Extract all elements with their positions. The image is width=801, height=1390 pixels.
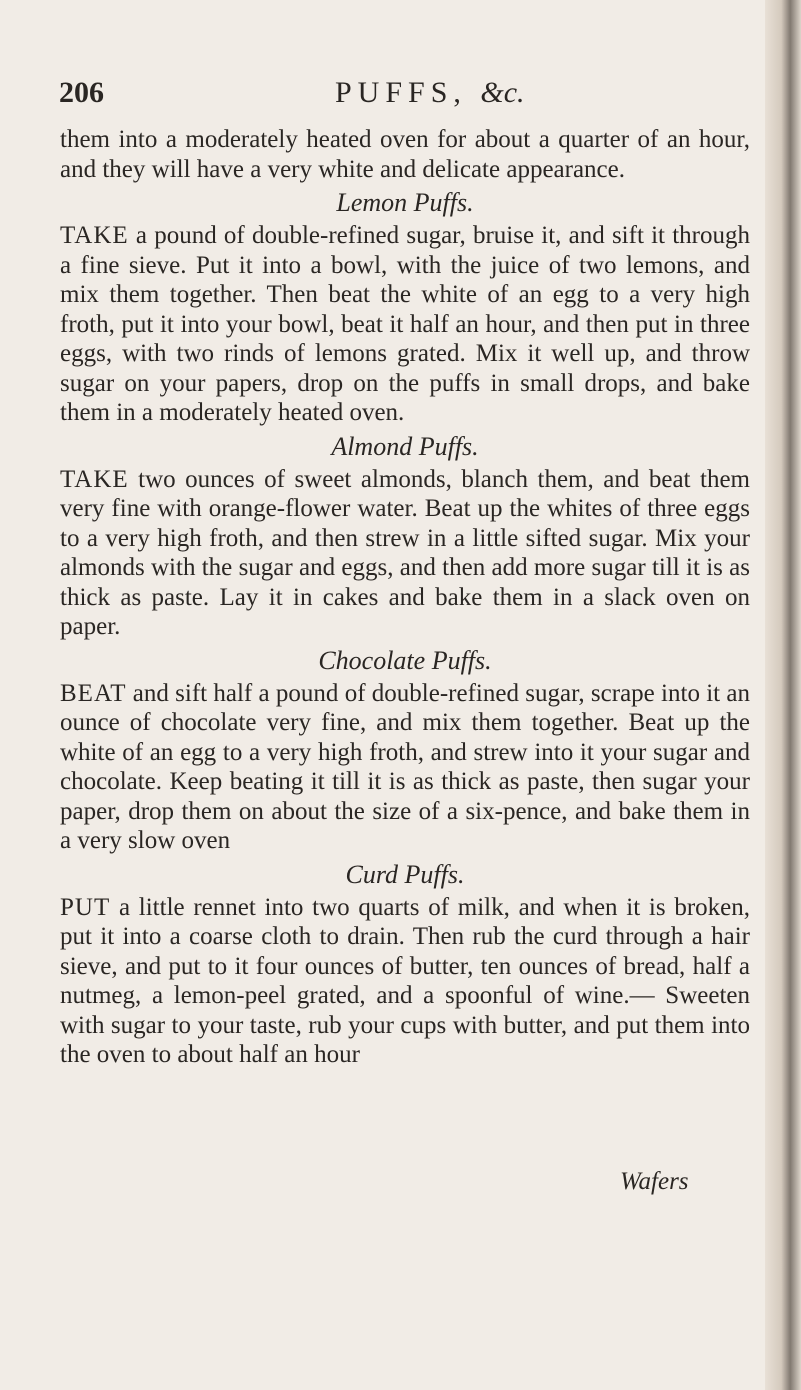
running-head-suffix: &c. xyxy=(480,76,525,109)
page-edge-shadow xyxy=(765,0,801,1390)
recipe-body: a little rennet into two quarts of milk, and when it is broken, put it into a coarse cloth to drain. Then rub the curd through a hair sieve, and put to it four ounces of butter, ten ounces of bread, half a nutmeg, a lemon-peel grated, and a spoonful of wine.— Sweeten with sugar to your taste, rub your cups with butter, and put them into the oven to about half an hour xyxy=(60,893,750,1068)
recipe-body: a pound of double-refined sugar, bruise it, and sift it through a fine sieve. Put it into a bowl, with the juice of two lemons, and mix them together. Then beat the white of an egg to a very high froth, put it into your bowl, beat it half an hour, and then put in three eggs, with two rinds of lemons grated. Mix it well up, and throw sugar on your papers, drop on the puffs in small drops, and bake them in a moderately heated oven. xyxy=(60,222,750,426)
recipe-lead-word: PUT xyxy=(60,893,111,921)
running-head xyxy=(335,76,525,110)
recipe-lead-word: TAKE xyxy=(60,465,129,493)
recipe-title-curd-puffs: Curd Puffs. xyxy=(345,859,465,889)
catchword: Wafers xyxy=(620,1168,689,1195)
page-header xyxy=(59,76,749,116)
running-head-title: PUFFS, xyxy=(335,76,467,109)
recipe-lead-word: TAKE xyxy=(60,222,129,249)
page-body xyxy=(60,125,750,1070)
continued-paragraph: them into a moderately heated oven for about a quarter of an hour, and they will have a very white and delicate appearance. xyxy=(60,126,750,183)
recipe-body: two ounces of sweet almonds, blanch them, and beat them very fine with orange-flower water. Beat up the whites of three eggs to a very high froth, and then strew in a little sifted sugar. Mix your almonds with the sugar and eggs, and then add more sugar till it is as thick as paste. Lay it in cakes and bake them in a slack oven on paper. xyxy=(60,465,750,640)
recipe-body: and sift half a pound of double-refined sugar, scrape into it an ounce of chocolate very fine, and mix them together. Beat up the white of an egg to a very high froth, and strew into it your sugar and chocolate. Keep beating it till it is as thick as paste, then sugar your paper, drop them on about the size of a six-pence, and bake them in a very slow oven xyxy=(60,679,750,854)
recipe-text-lemon-puffs xyxy=(60,221,750,428)
recipe-title-almond-puffs: Almond Puffs. xyxy=(331,431,479,461)
page-number: 206 xyxy=(59,76,104,109)
recipe-text-chocolate-puffs xyxy=(60,679,750,856)
recipe-title-lemon-puffs: Lemon Puffs. xyxy=(336,188,474,217)
recipe-title-chocolate-puffs: Chocolate Puffs. xyxy=(318,645,492,675)
recipe-text-almond-puffs xyxy=(60,465,750,642)
recipe-text-curd-puffs xyxy=(60,893,750,1070)
recipe-lead-word: BEAT xyxy=(60,679,127,707)
